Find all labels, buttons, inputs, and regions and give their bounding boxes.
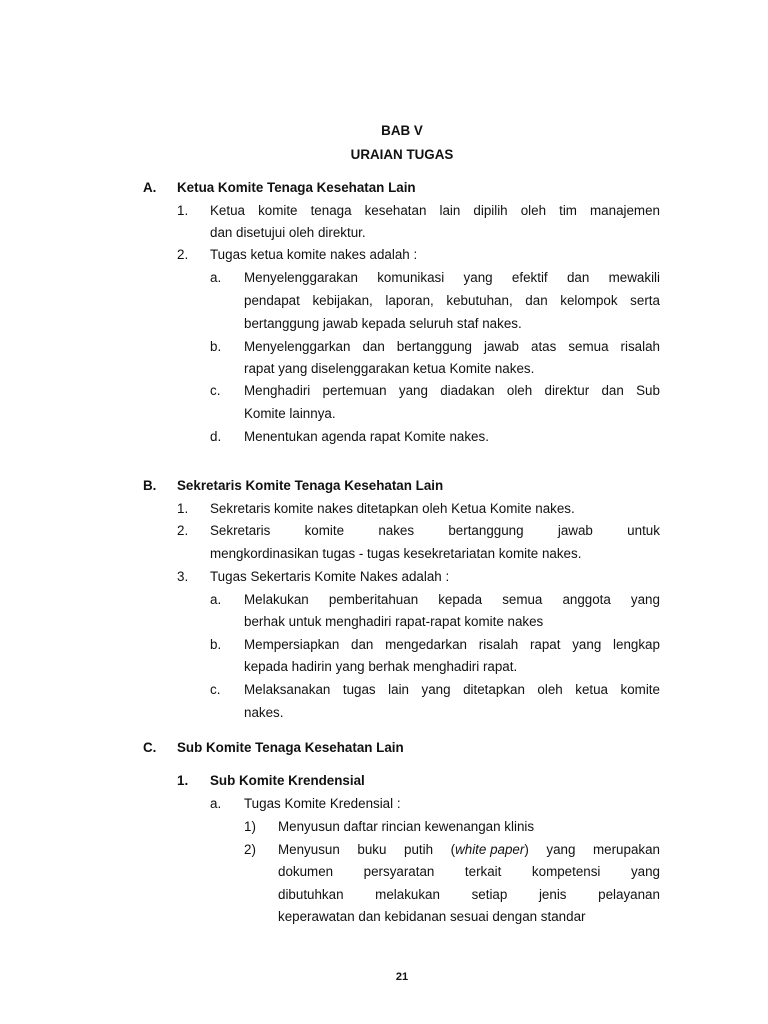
word: semua bbox=[568, 339, 609, 354]
word: komunikasi bbox=[377, 270, 445, 285]
word: yang bbox=[421, 682, 451, 697]
word: diadakan bbox=[440, 383, 495, 398]
section-c-item1-a-p1-number: 1) bbox=[244, 819, 256, 834]
section-c-item1-title: Sub Komite Krendensial bbox=[210, 773, 365, 788]
section-b-letter: B. bbox=[143, 478, 157, 493]
word: ketua bbox=[575, 682, 609, 697]
chapter-heading: BAB V bbox=[381, 123, 423, 138]
word: Menyusun bbox=[278, 842, 340, 857]
word: pemberitahuan bbox=[328, 592, 419, 607]
word: merupakan bbox=[593, 842, 660, 857]
section-a-item2-d-line1: Menentukan agenda rapat Komite nakes. bbox=[244, 429, 489, 444]
italic-term: white paper bbox=[455, 842, 525, 857]
word: dan bbox=[351, 637, 374, 652]
section-a-item2-c-line1 bbox=[244, 383, 660, 398]
word: mewakili bbox=[608, 270, 660, 285]
word: bertanggung bbox=[448, 523, 524, 538]
section-c-item1-a-p2-line1 bbox=[278, 842, 660, 857]
word: kebutuhan, bbox=[446, 293, 513, 308]
section-a-item1-line1 bbox=[210, 203, 660, 218]
word: oleh bbox=[537, 682, 563, 697]
word: dibutuhkan bbox=[278, 887, 344, 902]
word: efektif bbox=[511, 270, 548, 285]
word: yang bbox=[546, 842, 576, 857]
section-a-item1-line2: dan disetujui oleh direktur. bbox=[210, 225, 366, 240]
word: kepada bbox=[438, 592, 483, 607]
section-a-item2-b-line1 bbox=[244, 339, 660, 354]
word: kesehatan bbox=[364, 203, 427, 218]
section-b-title: Sekretaris Komite Tenaga Kesehatan Lain bbox=[177, 478, 444, 493]
section-c-title: Sub Komite Tenaga Kesehatan Lain bbox=[177, 740, 404, 755]
section-a-item2-b-letter: b. bbox=[210, 339, 222, 354]
word: Sekretaris bbox=[210, 523, 271, 538]
word: komite bbox=[620, 682, 660, 697]
word: semua bbox=[502, 592, 543, 607]
word: manajemen bbox=[590, 203, 660, 218]
word-part: ( bbox=[450, 842, 456, 857]
word: buku bbox=[357, 842, 387, 857]
word: Melaksanakan bbox=[244, 682, 331, 697]
section-a-item2-d-letter: d. bbox=[210, 429, 222, 444]
word: melakukan bbox=[375, 887, 440, 902]
word: jenis bbox=[538, 887, 567, 902]
section-c-letter: C. bbox=[143, 740, 157, 755]
section-a-title: Ketua Komite Tenaga Kesehatan Lain bbox=[177, 180, 416, 195]
word: risalah bbox=[620, 339, 660, 354]
section-b-item3-a-line2: berhak untuk menghadiri rapat-rapat komite nakes bbox=[244, 614, 544, 629]
word: yang bbox=[630, 864, 660, 879]
word: Ketua bbox=[210, 203, 245, 218]
word: persyaratan bbox=[363, 864, 435, 879]
section-a-item1-number: 1. bbox=[177, 203, 189, 218]
section-c-item1-number: 1. bbox=[177, 773, 189, 788]
section-a-letter: A. bbox=[143, 180, 157, 195]
section-a-item2-c-letter: c. bbox=[210, 383, 221, 398]
word: atas bbox=[531, 339, 557, 354]
section-c-item1-a-text: Tugas Komite Kredensial : bbox=[244, 796, 401, 811]
section-b-item3-a-letter: a. bbox=[210, 592, 222, 607]
word: jawab bbox=[557, 523, 593, 538]
word: untuk bbox=[627, 523, 660, 538]
section-b-item3-c-letter: c. bbox=[210, 682, 221, 697]
word: dokumen bbox=[278, 864, 334, 879]
section-b-item1-text: Sekretaris komite nakes ditetapkan oleh Ketua Komite nakes. bbox=[210, 501, 575, 516]
word: tim bbox=[559, 203, 577, 218]
word: nakes bbox=[378, 523, 415, 538]
word: direktur bbox=[544, 383, 590, 398]
word: dan bbox=[362, 339, 385, 354]
word: kebijakan, bbox=[312, 293, 373, 308]
word: serta bbox=[630, 293, 660, 308]
section-b-item3-text: Tugas Sekertaris Komite Nakes adalah : bbox=[210, 569, 450, 584]
word: anggota bbox=[562, 592, 611, 607]
word: ditetapkan bbox=[463, 682, 525, 697]
word: putih bbox=[404, 842, 434, 857]
word: komite bbox=[258, 203, 298, 218]
section-a-item2-a-line2 bbox=[244, 293, 660, 308]
section-b-item3-b-line1 bbox=[244, 637, 660, 652]
section-b-item3-a-line1 bbox=[244, 592, 660, 607]
section-a-item2-a-letter: a. bbox=[210, 270, 222, 285]
word: risalah bbox=[478, 637, 519, 652]
word: Menyelenggarkan bbox=[244, 339, 351, 354]
word: yang bbox=[463, 270, 493, 285]
section-a-item2-c-line2: Komite lainnya. bbox=[244, 406, 336, 421]
word: kelompok bbox=[560, 293, 618, 308]
word: bertanggung bbox=[396, 339, 473, 354]
word: lengkap bbox=[613, 637, 660, 652]
section-b-item3-c-line1 bbox=[244, 682, 660, 697]
section-b-item3-b-letter: b. bbox=[210, 637, 222, 652]
word: dan bbox=[566, 270, 590, 285]
section-c-item1-a-p1-text: Menyusun daftar rincian kewenangan klinis bbox=[278, 819, 535, 834]
word: setiap bbox=[471, 887, 508, 902]
section-a-item2-b-line2: rapat yang diselenggarakan ketua Komite nakes. bbox=[244, 361, 535, 376]
chapter-title: URAIAN TUGAS bbox=[350, 147, 454, 162]
section-b-item2-number: 2. bbox=[177, 523, 189, 538]
section-b-item2-line1 bbox=[210, 523, 660, 538]
section-c-item1-a-p2-line3 bbox=[278, 887, 660, 902]
section-b-item3-b-line2: kepada hadirin yang berhak menghadiri rapat. bbox=[244, 659, 518, 674]
word: jawab bbox=[484, 339, 520, 354]
section-b-item1-number: 1. bbox=[177, 501, 189, 516]
section-c-item1-a-letter: a. bbox=[210, 796, 222, 811]
section-a-item2-a-line1 bbox=[244, 270, 660, 285]
word: dan bbox=[525, 293, 548, 308]
word: Mempersiapkan bbox=[244, 637, 340, 652]
word: terkait bbox=[464, 864, 502, 879]
word: rapat bbox=[529, 637, 561, 652]
section-b-item3-c-line2: nakes. bbox=[244, 705, 284, 720]
section-c-item1-a-p2-number: 2) bbox=[244, 842, 256, 857]
word: tugas bbox=[342, 682, 376, 697]
word: tenaga bbox=[310, 203, 352, 218]
word: yang bbox=[572, 637, 602, 652]
word: oleh bbox=[520, 203, 547, 218]
word-part: ) bbox=[524, 842, 529, 857]
word: mengedarkan bbox=[385, 637, 467, 652]
word: Menyelenggarakan bbox=[244, 270, 358, 285]
section-b-item2-line2: mengkordinasikan tugas - tugas kesekretariatan komite nakes. bbox=[210, 546, 582, 561]
word bbox=[451, 842, 529, 857]
word: kompetensi bbox=[531, 864, 601, 879]
word: komite bbox=[304, 523, 345, 538]
word: lain bbox=[439, 203, 461, 218]
section-a-item2-a-line3: bertanggung jawab kepada seluruh staf nakes. bbox=[244, 316, 522, 331]
word: oleh bbox=[506, 383, 533, 398]
word: pertemuan bbox=[322, 383, 387, 398]
word: pelayanan bbox=[598, 887, 660, 902]
section-c-item1-a-p2-line2 bbox=[278, 864, 660, 879]
word: laporan, bbox=[385, 293, 434, 308]
word: dipilih bbox=[473, 203, 508, 218]
word: Sub bbox=[636, 383, 660, 398]
section-a-item2-text: Tugas ketua komite nakes adalah : bbox=[210, 247, 418, 262]
word: Menghadiri bbox=[244, 383, 311, 398]
word: yang bbox=[398, 383, 428, 398]
word: yang bbox=[630, 592, 660, 607]
section-a-item2-number: 2. bbox=[177, 247, 189, 262]
word: Melakukan bbox=[244, 592, 309, 607]
word: dan bbox=[601, 383, 624, 398]
word: pendapat bbox=[244, 293, 300, 308]
section-c-item1-a-p2-line4: keperawatan dan kebidanan sesuai dengan standar bbox=[278, 909, 586, 924]
page-number: 21 bbox=[395, 971, 409, 983]
section-b-item3-number: 3. bbox=[177, 569, 189, 584]
word: lain bbox=[388, 682, 410, 697]
